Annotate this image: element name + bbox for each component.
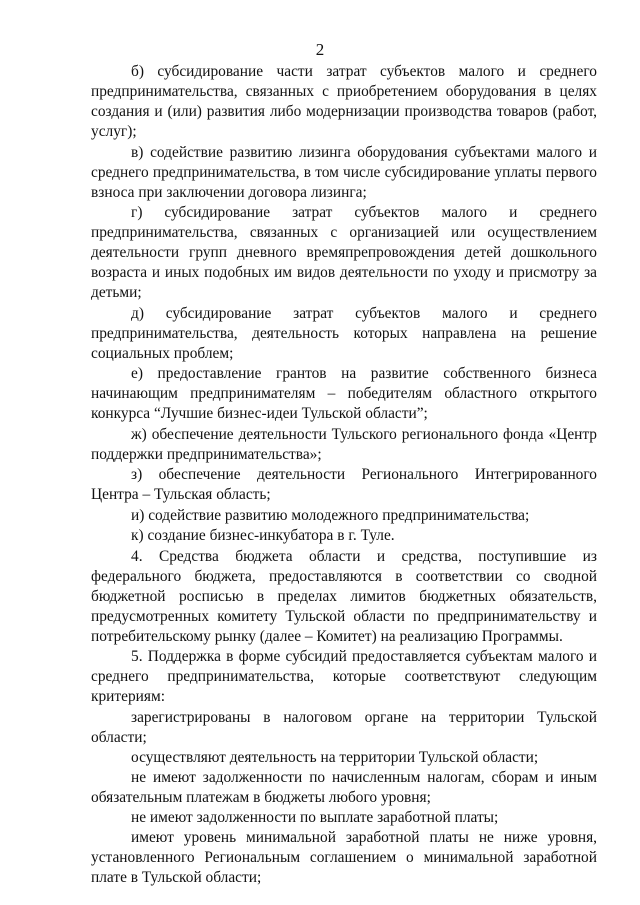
paragraph-e-grants: е) предоставление грантов на развитие собственного бизнеса начинающим предпринимателям – победителям областного открытого конкурса “Лучшие бизнес-идеи Тульской области”; [91,365,597,422]
paragraph-b-equipment-subsidy: б) субсидирование части затрат субъектов малого и среднего предпринимательства, связанных с приобретением оборудования в целях создания и (или) развития либо модернизации производства товаров (работ, услуг); [91,63,597,140]
paragraph-k-business-incubator: к) создание бизнес-инкубатора в г. Туле. [131,527,395,544]
criterion-no-tax-debt: не имеют задолженности по начисленным налогам, сборам и иным обязательным платежам в бюджеты любого уровня; [91,768,597,806]
paragraph-4-budget-funds: 4. Средства бюджета области и средства, поступившие из федерального бюджета, предоставляются в соответствии со сводной бюджетной росписью в пределах лимитов бюджетных обязательств, предусмотренных комитету Тульской области по предпринимательству и потребительскому рынку (далее – Комитет) на реализацию Программы. [91,547,597,645]
paragraph-v-leasing: в) содействие развитию лизинга оборудования субъектами малого и среднего предпринимательства, в том числе субсидирование уплаты первого взноса при заключении договора лизинга; [91,143,597,201]
criterion-tax-registration: зарегистрированы в налоговом органе на территории Тульской области; [91,708,597,746]
criterion-minimum-wage: имеют уровень минимальной заработной платы не ниже уровня, установленного Региональным соглашением о минимальной заработной плате в Тульской области; [91,828,597,886]
page-number: 2 [315,40,325,59]
criterion-no-wage-debt: не имеют задолженности по выплате заработной платы; [131,808,499,826]
criterion-activity-territory: осуществляют деятельность на территории Тульской области; [131,748,539,766]
paragraph-z-integrated-center: з) обеспечение деятельности Регионального Интегрированного Центра – Тульская область; [91,466,597,503]
paragraph-d-social-problems: д) субсидирование затрат субъектов малого и среднего предпринимательства, деятельность которых направлена на решение социальных проблем; [91,304,597,362]
paragraph-5-subsidy-criteria: 5. Поддержка в форме субсидий предоставляется субъектам малого и среднего предпринимательства, которые соответствуют следующим критериям: [91,648,597,705]
paragraph-i-youth-entrepreneurship: и) содействие развитию молодежного предпринимательства; [131,506,530,524]
paragraph-zh-support-fund: ж) обеспечение деятельности Тульского регионального фонда «Центр поддержки предпринимательства»; [91,425,597,463]
document-body [91,62,597,888]
paragraph-g-childcare-groups: г) субсидирование затрат субъектов малого и среднего предпринимательства, связанных с организацией или осуществлением деятельности групп дневного времяпрепровождения детей дошкольного возраста и иных подобных им видов деятельности по уходу и присмотру за детьми; [91,204,597,301]
